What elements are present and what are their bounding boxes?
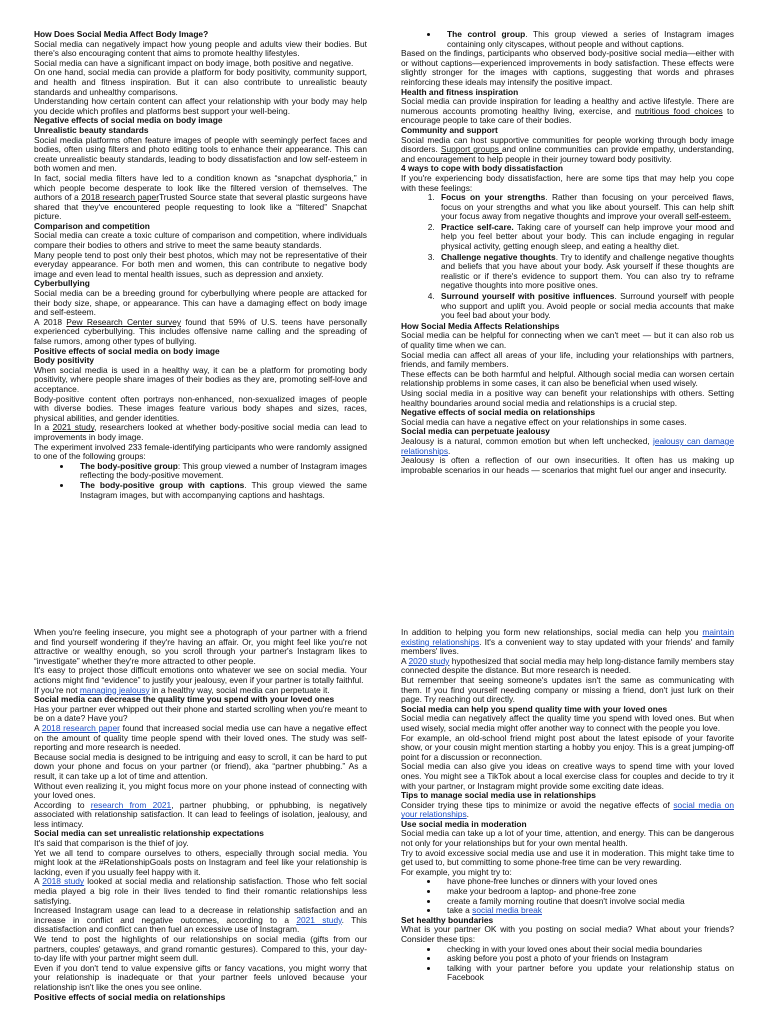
list-item: • The control group. This group viewed a series of Instagram images containing only cityscapes, without people and without captions. bbox=[439, 30, 734, 49]
subsection-heading: Unrealistic beauty standards bbox=[34, 124, 149, 135]
link-social-media-break[interactable]: social media break bbox=[472, 905, 542, 916]
section-heading: Tips to manage social media use in relationships bbox=[401, 790, 596, 801]
list-item: • The body-positive group: This group viewed a number of Instagram images reflecting the body-positive movement. bbox=[72, 462, 367, 481]
list-item: 1. Focus on your strengths. Rather than focusing on your perceived flaws, focus on your strengths and what you like about yourself. This can help shift your focus away from negative thoughts and improve your overall self-esteem. bbox=[437, 193, 734, 222]
paragraph: It's said that comparison is the thief of joy. bbox=[34, 838, 189, 849]
subsection-heading: Comparison and competition bbox=[34, 220, 150, 231]
paragraph: In a 2021 study, researchers looked at whether body-positive social media can lead to improvements in body image. bbox=[34, 422, 367, 442]
link-self-esteem[interactable]: self-esteem. bbox=[685, 211, 732, 222]
paragraph: What is your partner OK with you posting on social media? What about your friends? Consider these tips: bbox=[401, 924, 734, 944]
paragraph: When social media is used in a healthy way, it can be a platform for promoting body positivity, where people share images of their bodies as they are, promoting self-love and acceptance. bbox=[34, 364, 367, 394]
paragraph: Yet we all tend to compare ourselves to others, especially through social media. You might look at the #RelationshipGoals posts on Instagram and feel like your relationship is lacking, even if you usually feel happy with it. bbox=[34, 847, 367, 877]
section-heading: Positive effects of social media on relationships bbox=[34, 991, 226, 1002]
paragraph: A 2018 study looked at social media and relationship satisfaction. Those who felt social media played a big role in their lives tended to find their romantic relationships less satisfying. bbox=[34, 876, 367, 906]
paragraph: A 2020 study hypothesized that social media may help long-distance family members stay connected despite the distance. But more research is needed. bbox=[401, 655, 734, 676]
section-heading: 4 ways to cope with body dissatisfaction bbox=[401, 163, 563, 174]
paragraph: These effects can be both harmful and helpful. Although social media can worsen certain relationship problems in some cases, it can also be beneficial when used wisely. bbox=[401, 368, 734, 389]
list-item: • The body-positive group with captions. This group viewed the same Instagram images, but with accompanying captions and hashtags. bbox=[72, 481, 367, 500]
link-2020-study[interactable]: 2020 study bbox=[408, 655, 450, 666]
paragraph: The experiment involved 233 female-identifying participants who were randomly assigned to one of the following groups: bbox=[34, 441, 367, 462]
paragraph: Jealousy is a natural, common emotion but when left unchecked, jealousy can damage relationships. bbox=[401, 435, 734, 456]
paragraph: Even if you don't tend to value expensive gifts or fancy vacations, you might worry that your relationship is inadequate or that your partner feels unloved because your relationship isn't like the ones you see online. bbox=[34, 962, 367, 992]
paragraph: On one hand, social media can provide a platform for body positivity, community support, and health and fitness inspiration. But it can also contribute to unrealistic beauty standards and unhealthy comparisons. bbox=[34, 67, 367, 97]
list-item: • create a family morning routine that doesn't involve social media bbox=[439, 897, 734, 907]
paragraph: In addition to helping you form new relationships, social media can help you maintain existing relationships. It's a convenient way to stay updated with your friends' and family members' lives. bbox=[401, 628, 734, 657]
subsection-heading: Community and support bbox=[401, 124, 498, 135]
paragraph: But remember that seeing someone's updates isn't the same as communicating with them. If you find yourself needing company or missing a friend, don't just lurk on their page. Try reaching out directly. bbox=[401, 674, 734, 705]
subsection-heading: Health and fitness inspiration bbox=[401, 86, 519, 97]
paragraph: Social media can have a significant impact on body image, both positive and negative. bbox=[34, 57, 354, 68]
paragraph: Because social media is designed to be intriguing and easy to scroll, it can be hard to put down your phone and focus on your partner (or friend), aka “partner phubbing.” As a result, it can take up a lot of time and attention. bbox=[34, 751, 367, 781]
link-2021-study[interactable]: 2021 study bbox=[296, 914, 342, 925]
paragraph: For example, you might try to: bbox=[401, 866, 512, 877]
paragraph: Based on the findings, participants who observed body-positive social media—either with or without captions—experienced improvements in body satisfaction. These effects were slightly stronger for the images with captions, suggesting that words and phrases reinforcing these ideals may intensify the positive impact. bbox=[401, 48, 734, 87]
link-pew-survey[interactable]: Pew Research Center survey bbox=[66, 316, 182, 327]
paragraph: Social media can provide inspiration for leading a healthy and active lifestyle. There are numerous accounts promoting healthy living, exercise, and nutritious food choices to encourage people to take care of their bodies. bbox=[401, 96, 734, 126]
page1-right-column bbox=[401, 30, 734, 500]
paragraph: If you're experiencing body dissatisfaction, here are some tips that may help you cope with these feelings: bbox=[401, 172, 734, 193]
paragraph: Consider trying these tips to minimize or avoid the negative effects of social media on your relationships. bbox=[401, 799, 734, 820]
subsection-heading: Use social media in moderation bbox=[401, 818, 527, 829]
paragraph: For example, an old-school friend might post about the latest episode of your favorite show, or your cousin might mention starting a hobby you enjoy. This is a great jumping-off point for a discussion or reconnection. bbox=[401, 732, 734, 762]
page1-left-column bbox=[34, 30, 367, 500]
list-item: 2. Practice self-care. Taking care of yourself can help improve your mood and help you feel better about your body. This can include engaging in regular physical activity, getting enough sleep, and eating a healthy diet. bbox=[437, 223, 734, 252]
moderation-list bbox=[401, 877, 734, 915]
page2-right-column bbox=[401, 628, 734, 1024]
paragraph: A 2018 research paper found that increased social media use can have a negative effect on the amount of quality time people spend with their loved ones. The study was self-reporting and more research is needed. bbox=[34, 722, 367, 753]
paragraph: Social media can create a toxic culture of comparison and competition, where individuals compare their bodies to others and strive to meet the same beauty standards. bbox=[34, 230, 367, 251]
paragraph: Without even realizing it, you might focus more on your phone instead of connecting with your loved ones. bbox=[34, 780, 367, 801]
link-2018-research-paper[interactable]: 2018 research paper bbox=[41, 722, 120, 733]
link-2021-study[interactable]: 2021 study bbox=[52, 422, 95, 433]
subsection-heading: Social media can decrease the quality time you spend with your loved ones bbox=[34, 694, 335, 705]
paragraph: Has your partner ever whipped out their phone and started scrolling when you're meant to be on a date? Have you? bbox=[34, 703, 367, 724]
list-item: • talking with your partner before you update your relationship status on Facebook bbox=[439, 964, 734, 983]
paragraph: Social media can host supportive communities for people working through body image disorders. Support groups and online communities can provide empathy, understanding, and encouragement to help people in their journey toward body positivity. bbox=[401, 134, 734, 164]
paragraph: Social media can have a negative effect on your relationships in some cases. bbox=[401, 416, 687, 427]
groups-list bbox=[34, 462, 367, 500]
page2-left-column bbox=[34, 628, 367, 1024]
paragraph: Social media can be helpful for connecting when we can't meet — but it can also rob us of quality time when we can. bbox=[401, 330, 734, 350]
paragraph: It's easy to project those difficult emotions onto whatever we see on social media. Your actions might find “evidence” to justify your jealousy, even if your partner is totally faithful. bbox=[34, 665, 367, 685]
section-heading: Negative effects of social media on relationships bbox=[401, 407, 596, 418]
paragraph: Social media can also give you ideas on creative ways to spend time with your loved ones. You might see a TikTok about a local exercise class for couples and decide to try it with your partner, or Instagram might provide some exciting date ideas. bbox=[401, 761, 734, 791]
link-jealousy-damage[interactable]: jealousy can damage relationships bbox=[401, 435, 734, 456]
paragraph: Understanding how certain content can affect your relationship with your body may help you decide which profiles and platforms best support your well-being. bbox=[34, 96, 367, 116]
paragraph: A 2018 Pew Research Center survey found that 59% of U.S. teens have personally experienced cyberbullying. This includes offensive name calling and the spreading of false rumors, among other types of bullying. bbox=[34, 316, 367, 346]
section-heading: Negative effects of social media on body image bbox=[34, 115, 223, 126]
paragraph: Social media can be a breeding ground for cyberbullying where people are attacked for their body size, shape, or appearance. This can have a damaging effect on body image and self-esteem. bbox=[34, 288, 367, 318]
link-2018-research-paper[interactable]: 2018 research paper bbox=[81, 192, 159, 203]
link-nutritious-food[interactable]: nutritious food choices bbox=[635, 105, 723, 116]
groups-list-continued bbox=[401, 30, 734, 49]
subsection-heading: Social media can help you spend quality time with your loved ones bbox=[401, 703, 668, 714]
list-item: • take a social media break bbox=[439, 906, 734, 916]
subsection-heading: Cyberbullying bbox=[34, 278, 90, 289]
list-item: • have phone-free lunches or dinners with your loved ones bbox=[439, 877, 734, 887]
list-item: • checking in with your loved ones about their social media boundaries bbox=[439, 945, 734, 955]
paragraph: Social media can take up a lot of your time, attention, and energy. This can be dangerous not only for your relationships but for your own mental health. bbox=[401, 828, 734, 849]
link-support-groups[interactable]: Support groups bbox=[440, 144, 502, 155]
link-research-2021[interactable]: research from 2021 bbox=[90, 799, 172, 810]
link-maintain-relationships[interactable]: maintain existing relationships bbox=[401, 628, 734, 647]
paragraph: Try to avoid excessive social media use and use it in moderation. This might take time to get used to, but committing to some phone-free time can be very rewarding. bbox=[401, 847, 734, 868]
paragraph: Body-positive content often portrays non-enhanced, non-sexualized images of people with diverse bodies. These images feature various body shapes and sizes, races, physical abilities, and gender identities. bbox=[34, 393, 367, 423]
paragraph: Social media can affect all areas of your life, including your relationships with partners, friends, and family members. bbox=[401, 349, 734, 370]
paragraph: Jealousy is often a reflection of our own insecurities. It often has us making up improbable scenarios in our heads — scenarios that might fuel our anger and insecurity. bbox=[401, 455, 734, 475]
boundaries-list bbox=[401, 945, 734, 983]
subsection-heading: Body positivity bbox=[34, 355, 95, 366]
coping-tips-list bbox=[401, 193, 734, 321]
section-heading: How Social Media Affects Relationships bbox=[401, 320, 560, 331]
paragraph: Many people tend to post only their best photos, which may not be representative of their everyday appearance. For both men and women, this can contribute to negative body image and even lead to mental health issues, such as depression and anxiety. bbox=[34, 249, 367, 279]
list-item: • asking before you post a photo of your friends on Instagram bbox=[439, 954, 734, 964]
link-2018-study[interactable]: 2018 study bbox=[42, 876, 85, 887]
paragraph: Social media platforms often feature images of people with seemingly perfect faces and bodies, often using filters and photo editing tools to enhance their appearance. This can create unrealistic beauty standards, leading to body dissatisfaction and low self-esteem in both women and men. bbox=[34, 134, 367, 174]
subsection-heading: Set healthy boundaries bbox=[401, 914, 494, 925]
paragraph: We tend to post the highlights of our relationships on social media (gifts from our partners, couples' getaways, and grand romantic gestures). Compared to this, your day-to-day life with your partner might seem dull. bbox=[34, 934, 367, 964]
paragraph: Social media can negatively affect the quality time you spend with loved ones. But when used wisely, social media might offer another way to connect with the people you love. bbox=[401, 713, 734, 733]
subsection-heading: Social media can perpetuate jealousy bbox=[401, 426, 550, 437]
paragraph: Using social media in a positive way can benefit your relationships with others. Setting healthy boundaries around social media and relationships is a crucial step. bbox=[401, 387, 734, 408]
link-managing-jealousy[interactable]: managing jealousy bbox=[79, 684, 150, 695]
paragraph: Increased Instagram usage can lead to a decrease in relationship satisfaction and an increase in conflict and negative outcomes, according to a 2021 study. This dissatisfaction and conflict can then fuel an excessive use of Instagram. bbox=[34, 905, 367, 935]
subsection-heading: Social media can set unrealistic relationship expectations bbox=[34, 828, 264, 839]
paragraph: If you're not managing jealousy in a healthy way, social media can perpetuate it. bbox=[34, 684, 330, 695]
paragraph: When you're feeling insecure, you might see a photograph of your partner with a friend and find yourself wondering if they're having an affair. Or, you might feel like you're not attractive or wealthy enough, so you scroll through your partner's Instagram likes to “investigate” whether they're more attracted to other people. bbox=[34, 628, 367, 666]
article-title: How Does Social Media Affect Body Image? bbox=[34, 30, 209, 39]
list-item: • make your bedroom a laptop- and phone-free zone bbox=[439, 887, 734, 897]
paragraph: Social media can negatively impact how young people and adults view their bodies. But there's also encouraging content that aims to promote healthy lifestyles. bbox=[34, 38, 367, 59]
paragraph: In fact, social media filters have led to a condition known as “snapchat dysphoria,” in which people become desperate to look like the filtered version of themselves. The authors of a 2018 research paperTrusted Source state that several plastic surgeons have shared that they've encountered people requesting to look like a “filtered” Snapchat picture. bbox=[34, 172, 367, 222]
list-item: 4. Surround yourself with positive influences. Surround yourself with people who support and uplift you. Avoid people or social media accounts that make you feel bad about your body. bbox=[437, 292, 734, 321]
paragraph: According to research from 2021, partner phubbing, or pphubbing, is negatively associated with relationship satisfaction. It can lead to feelings of isolation, jealousy, and less intimacy. bbox=[34, 799, 367, 829]
link-social-media-relationships[interactable]: social media on your relationships bbox=[401, 799, 734, 820]
section-heading: Positive effects of social media on body image bbox=[34, 345, 220, 356]
list-item: 3. Challenge negative thoughts. Try to identify and challenge negative thoughts and beliefs that you have about your body. Ask yourself if these thoughts are realistic or if there's evidence to support them. You can also try to reframe negative thoughts into more positive ones. bbox=[437, 253, 734, 291]
